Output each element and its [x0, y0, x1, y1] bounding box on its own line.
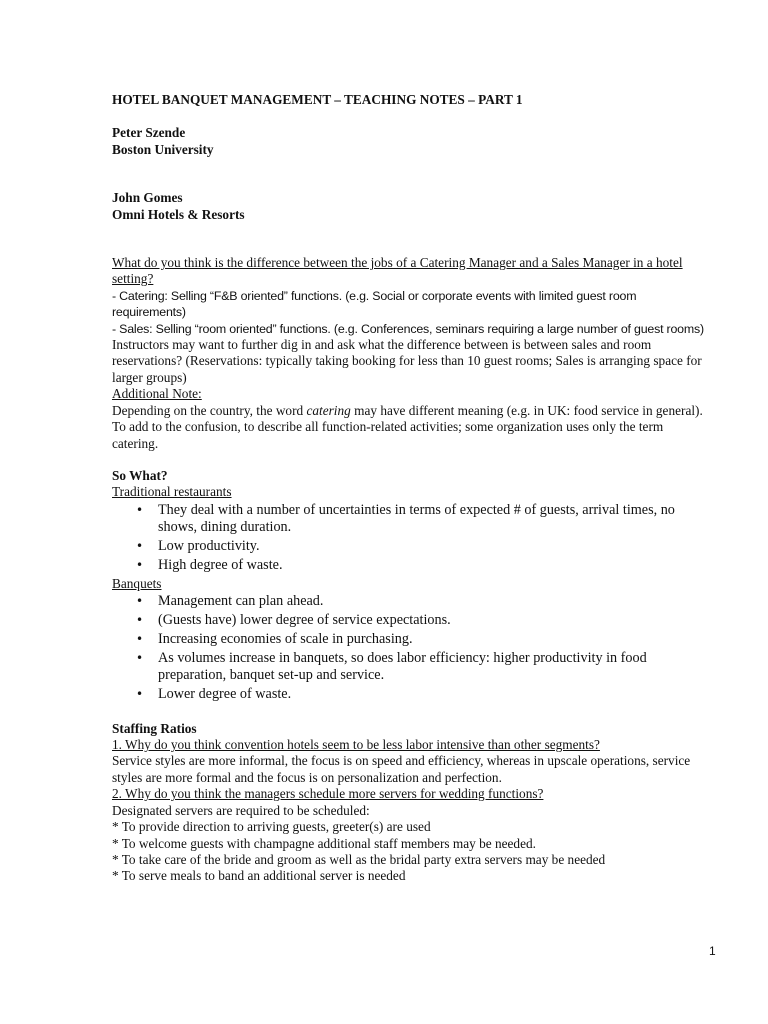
staffing-answer-1: Service styles are more informal, the focus is on speed and efficiency, whereas in upscale operations, service styles are more formal and the focus is on personalization and perfection. — [112, 753, 691, 785]
banquets-label: Banquets — [112, 575, 162, 591]
staffing-question-2: 2. Why do you think the managers schedule more servers for wedding functions? — [112, 786, 544, 802]
staffing-answer-item: * To welcome guests with champagne additional staff members may be needed. — [112, 835, 536, 851]
traditional-restaurants-list — [112, 502, 712, 574]
list-item: • High degree of waste. — [158, 557, 712, 574]
instructors-note: Instructors may want to further dig in and ask what the difference between is between sales and room reservations? (Reservations: typically taking booking for less than 10 guest rooms; Sales is arranging space for larger groups) — [112, 337, 702, 385]
note-text-end: may have different meaning (e.g. in UK: food service in general). To add to the confusion, to describe all function-related activities; some organization uses only the term catering. — [112, 402, 703, 451]
list-item: • As volumes increase in banquets, so does labor efficiency: higher productivity in food preparation, banquet set-up and service. — [158, 650, 712, 684]
list-item: • (Guests have) lower degree of service expectations. — [158, 612, 712, 629]
sales-definition: - Sales: Selling “room oriented” functions. (e.g. Conferences, seminars requiring a large number of guest rooms) — [112, 321, 704, 336]
traditional-restaurants-label: Traditional restaurants — [112, 484, 232, 500]
list-item: • Low productivity. — [158, 538, 712, 555]
author-affiliation: Boston University — [112, 141, 214, 157]
list-item: • Lower degree of waste. — [158, 686, 712, 703]
list-item: • They deal with a number of uncertainties in terms of expected # of guests, arrival times, no shows, dining duration. — [158, 502, 712, 536]
staffing-answer-item: * To provide direction to arriving guests, greeter(s) are used — [112, 819, 431, 835]
staffing-answer-item: * To serve meals to band an additional server is needed — [112, 868, 406, 884]
staffing-ratios-heading: Staffing Ratios — [112, 720, 197, 736]
author-name: John Gomes — [112, 190, 183, 206]
staffing-answer-2-intro: Designated servers are required to be scheduled: — [112, 802, 370, 818]
banquets-list — [112, 593, 712, 703]
note-emphasis: catering — [306, 402, 351, 418]
author-name: Peter Szende — [112, 125, 186, 141]
page-number: 1 — [709, 944, 716, 958]
additional-note-label: Additional Note: — [112, 386, 202, 402]
note-text-start: Depending on the country, the word — [112, 402, 307, 418]
list-item: • Increasing economies of scale in purchasing. — [158, 631, 712, 648]
intro-question: What do you think is the difference between the jobs of a Catering Manager and a Sales Manager in a hotel setting? — [112, 255, 683, 287]
document-title: HOTEL BANQUET MANAGEMENT – TEACHING NOTES – PART 1 — [112, 92, 523, 107]
so-what-heading: So What? — [112, 467, 168, 483]
document-page — [112, 92, 712, 885]
additional-note-text — [112, 403, 712, 452]
list-item: • Management can plan ahead. — [158, 593, 712, 610]
catering-definition: - Catering: Selling “F&B oriented” functions. (e.g. Social or corporate events with limited guest room requirements) — [112, 288, 637, 320]
author-affiliation: Omni Hotels & Resorts — [112, 206, 245, 222]
staffing-answer-item: * To take care of the bride and groom as well as the bridal party extra servers may be needed — [112, 851, 606, 867]
staffing-question-1: 1. Why do you think convention hotels seem to be less labor intensive than other segments? — [112, 737, 600, 753]
